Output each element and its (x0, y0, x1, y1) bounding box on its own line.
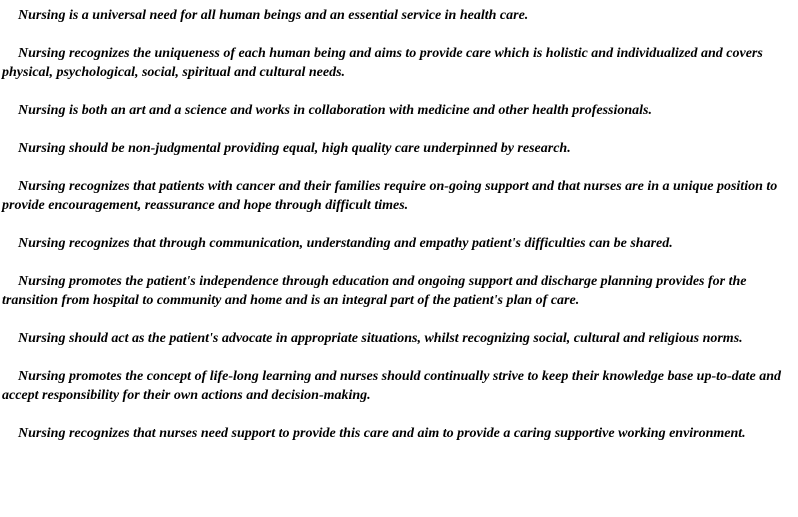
paragraph-5: Nursing recognizes that patients with cancer and their families require on-going support and that nurses are in a unique position to provide encouragement, reassurance and hope through difficult times. (2, 179, 778, 213)
paragraph-10: Nursing recognizes that nurses need support to provide this care and aim to provide a caring supportive working environment. (18, 426, 746, 441)
paragraph-8: Nursing should act as the patient's advocate in appropriate situations, whilst recognizing social, cultural and religious norms. (18, 331, 743, 346)
paragraph-6: Nursing recognizes that through communication, understanding and empathy patient's difficulties can be shared. (18, 236, 673, 251)
paragraph-4: Nursing should be non-judgmental providing equal, high quality care underpinned by research. (18, 141, 571, 156)
paragraph-7: Nursing promotes the patient's independence through education and ongoing support and discharge planning provides for the transition from hospital to community and home and is an integral part of the patient's plan of care. (2, 274, 747, 308)
paragraph-3: Nursing is both an art and a science and works in collaboration with medicine and other health professionals. (18, 103, 652, 118)
paragraph-2: Nursing recognizes the uniqueness of each human being and aims to provide care which is holistic and individualized and covers physical, psychological, social, spiritual and cultural needs. (2, 46, 763, 80)
paragraph-9: Nursing promotes the concept of life-long learning and nurses should continually strive to keep their knowledge base up-to-date and accept responsibility for their own actions and decision-making. (2, 369, 782, 403)
paragraph-1: Nursing is a universal need for all human beings and an essential service in health care. (18, 8, 529, 23)
